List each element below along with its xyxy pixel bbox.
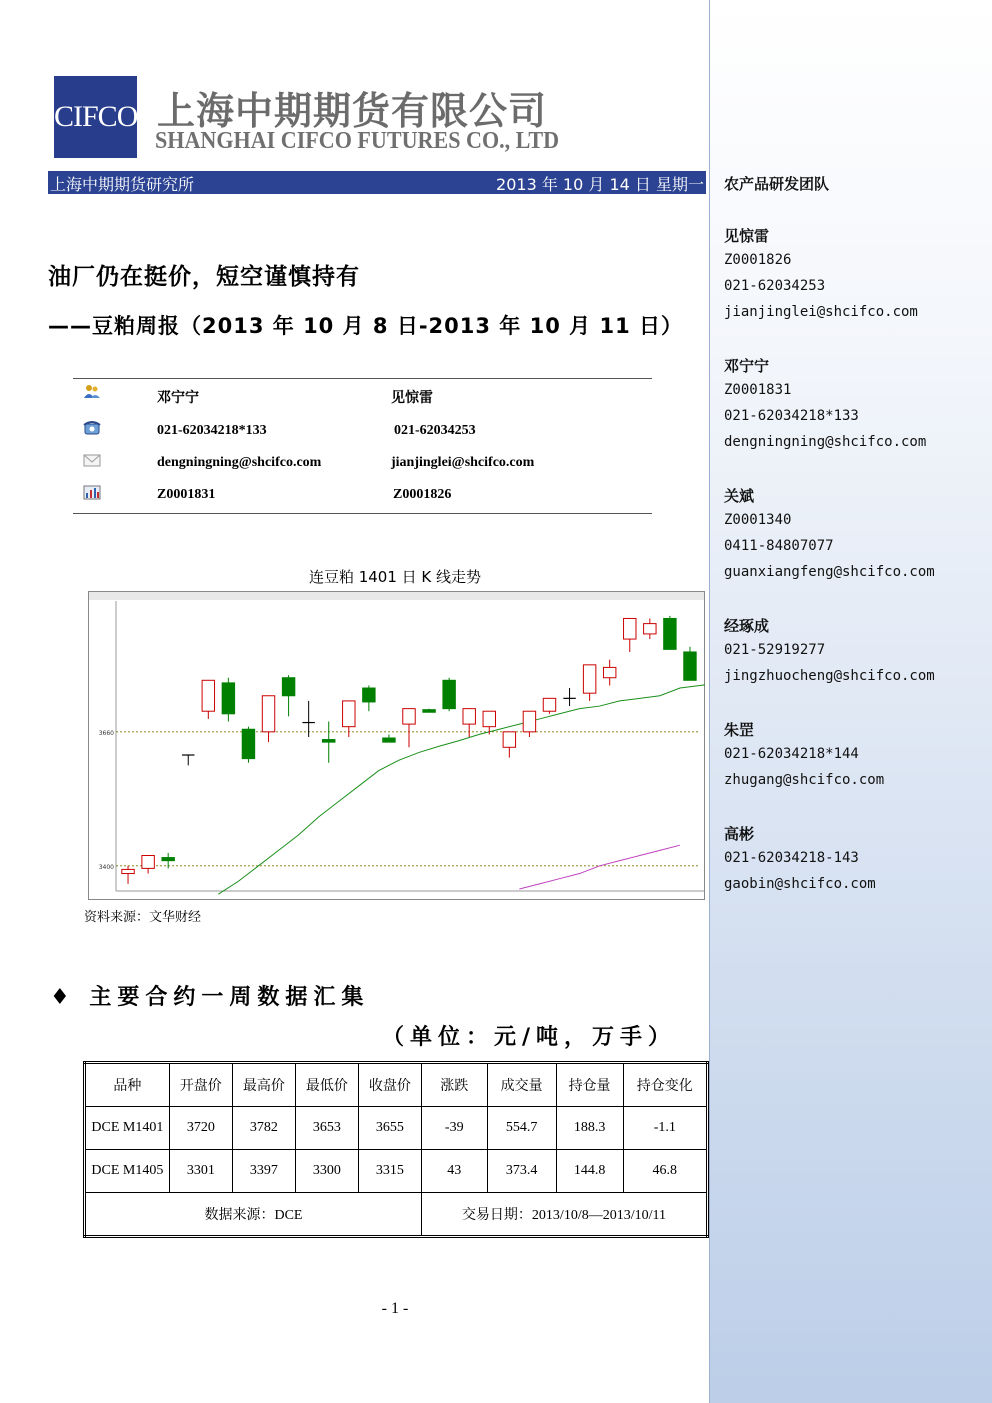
sidebar-team-title: 农产品研发团队 <box>724 175 830 193</box>
analyst-name: 见惊雷 <box>391 391 433 406</box>
unit-label: （单位：元/吨，万手） <box>382 1025 677 1050</box>
candle-body <box>543 698 555 711</box>
chart-frame <box>89 592 705 900</box>
sidebar-member-email[interactable]: guanxiangfeng@shcifco.com <box>724 564 935 580</box>
candle-body <box>282 678 294 696</box>
sidebar-member-email[interactable]: zhugang@shcifco.com <box>724 772 885 788</box>
sidebar-member-name: 高彬 <box>724 825 755 843</box>
candle-body <box>162 858 174 861</box>
person-icon <box>83 383 101 399</box>
chart-icon <box>83 484 101 500</box>
sidebar-member-line: 0411-84807077 <box>724 538 834 554</box>
candle-body <box>583 665 595 693</box>
candle-body <box>624 618 636 639</box>
table-cell: 3315 <box>358 1150 421 1193</box>
analyst-phone: 021-62034218*133 <box>157 423 267 438</box>
company-name-cn: 上海中期期货有限公司 <box>157 89 548 133</box>
candle-body <box>523 711 535 732</box>
analyst-contact-block <box>73 378 652 514</box>
candle-body <box>503 732 515 747</box>
candle-body <box>122 869 134 873</box>
table-row <box>85 1150 708 1193</box>
sidebar-member-line: 021-52919277 <box>724 642 826 658</box>
table-header: 涨跌 <box>421 1063 487 1107</box>
candle-body <box>363 688 375 702</box>
chart-source: 资料来源：文华财经 <box>84 910 202 925</box>
candle-body <box>242 729 254 758</box>
sidebar-member-email[interactable]: dengningning@shcifco.com <box>724 434 927 450</box>
table-cell: 3301 <box>169 1150 232 1193</box>
table-cell: DCE M1401 <box>85 1107 170 1150</box>
sidebar-member-name: 经琢成 <box>724 617 770 635</box>
table-header: 开盘价 <box>169 1063 232 1107</box>
analyst-id: Z0001831 <box>157 487 216 502</box>
table-cell: 373.4 <box>487 1150 556 1193</box>
company-name-en: SHANGHAI CIFCO FUTURES CO., LTD <box>155 128 560 154</box>
candle-body <box>142 856 154 869</box>
sidebar-member-email[interactable]: gaobin@shcifco.com <box>724 876 876 892</box>
candle-body <box>603 667 615 677</box>
table-cell: 46.8 <box>623 1150 707 1193</box>
sidebar <box>709 0 992 1403</box>
sidebar-member-name: 朱罡 <box>724 721 755 739</box>
report-date: 2013 年 10 月 14 日 星期一 <box>496 175 704 194</box>
table-footer-row <box>85 1193 708 1237</box>
candle-body <box>343 701 355 727</box>
table-cell: 144.8 <box>556 1150 623 1193</box>
table-cell: 3720 <box>169 1107 232 1150</box>
table-header: 持仓变化 <box>623 1063 707 1107</box>
table-cell: 3655 <box>358 1107 421 1150</box>
candle-body <box>202 680 214 711</box>
analyst-id: Z0001826 <box>393 487 452 502</box>
section-title: ♦ 主要合约一周数据汇集 <box>50 985 370 1010</box>
page-number: - 1 - <box>381 1300 409 1317</box>
company-logo: CIFCO <box>54 76 137 158</box>
candle-body <box>262 696 274 732</box>
sidebar-member-name: 关斌 <box>724 487 755 505</box>
table-header: 最高价 <box>232 1063 295 1107</box>
table-cell: 43 <box>421 1150 487 1193</box>
table-cell: 3300 <box>295 1150 358 1193</box>
table-cell: 3782 <box>232 1107 295 1150</box>
contract-summary-table <box>83 1061 709 1238</box>
analyst-email[interactable]: dengningning@shcifco.com <box>157 455 322 470</box>
sidebar-member-line: Z0001340 <box>724 512 792 528</box>
candle-body <box>423 710 435 713</box>
analyst-email[interactable]: jianjinglei@shcifco.com <box>391 455 535 470</box>
candle-body <box>483 711 495 726</box>
candle-body <box>222 683 234 714</box>
sidebar-member-line: 021-62034253 <box>724 278 826 294</box>
candlestick-chart <box>88 591 705 900</box>
report-title: 油厂仍在挺价，短空谨慎持有 <box>48 264 360 290</box>
report-subtitle: ——豆粕周报（2013 年 10 月 8 日-2013 年 10 月 11 日） <box>48 314 684 338</box>
sidebar-member-line: 021-62034218*144 <box>724 746 859 762</box>
sidebar-member-email[interactable]: jianjinglei@shcifco.com <box>724 304 918 320</box>
candle-body <box>664 618 676 649</box>
table-header: 品种 <box>85 1063 170 1107</box>
table-header-row <box>85 1063 708 1107</box>
table-header: 最低价 <box>295 1063 358 1107</box>
candle-body <box>684 652 696 680</box>
sidebar-member-line: 021-62034218*133 <box>724 408 859 424</box>
table-cell: DCE M1405 <box>85 1150 170 1193</box>
sidebar-member-name: 见惊雷 <box>724 227 770 245</box>
table-header: 成交量 <box>487 1063 556 1107</box>
table-cell: 554.7 <box>487 1107 556 1150</box>
trade-date-cell: 交易日期：2013/10/8—2013/10/11 <box>421 1193 707 1237</box>
candle-body <box>403 709 415 724</box>
table-header: 收盘价 <box>358 1063 421 1107</box>
candle-body <box>323 740 335 743</box>
analyst-phone: 021-62034253 <box>394 423 476 438</box>
table-cell: 188.3 <box>556 1107 623 1150</box>
sidebar-member-line: 021-62034218-143 <box>724 850 859 866</box>
sidebar-member-name: 邓宁宁 <box>724 357 770 375</box>
sidebar-member-line: Z0001826 <box>724 252 792 268</box>
table-cell: -39 <box>421 1107 487 1150</box>
sidebar-member-email[interactable]: jingzhuocheng@shcifco.com <box>724 668 935 684</box>
header-bar <box>48 171 706 194</box>
table-row <box>85 1107 708 1150</box>
y-tick-label: 3660 <box>98 729 114 737</box>
chart-toolbar <box>89 592 704 600</box>
table-cell: -1.1 <box>623 1107 707 1150</box>
mail-icon <box>83 452 101 468</box>
candle-body <box>463 709 475 724</box>
sidebar-member-line: Z0001831 <box>724 382 792 398</box>
chart-title: 连豆粕 1401 日 K 线走势 <box>308 568 482 586</box>
data-source-cell: 数据来源：DCE <box>85 1193 422 1237</box>
y-tick-label: 3400 <box>98 863 114 871</box>
phone-icon <box>83 420 101 436</box>
candle-body <box>443 680 455 708</box>
institute-name: 上海中期期货研究所 <box>50 175 195 194</box>
table-header: 持仓量 <box>556 1063 623 1107</box>
analyst-name: 邓宁宁 <box>157 391 199 406</box>
candle-body <box>383 738 395 742</box>
table-cell: 3397 <box>232 1150 295 1193</box>
table-cell: 3653 <box>295 1107 358 1150</box>
candle-body <box>644 624 656 634</box>
